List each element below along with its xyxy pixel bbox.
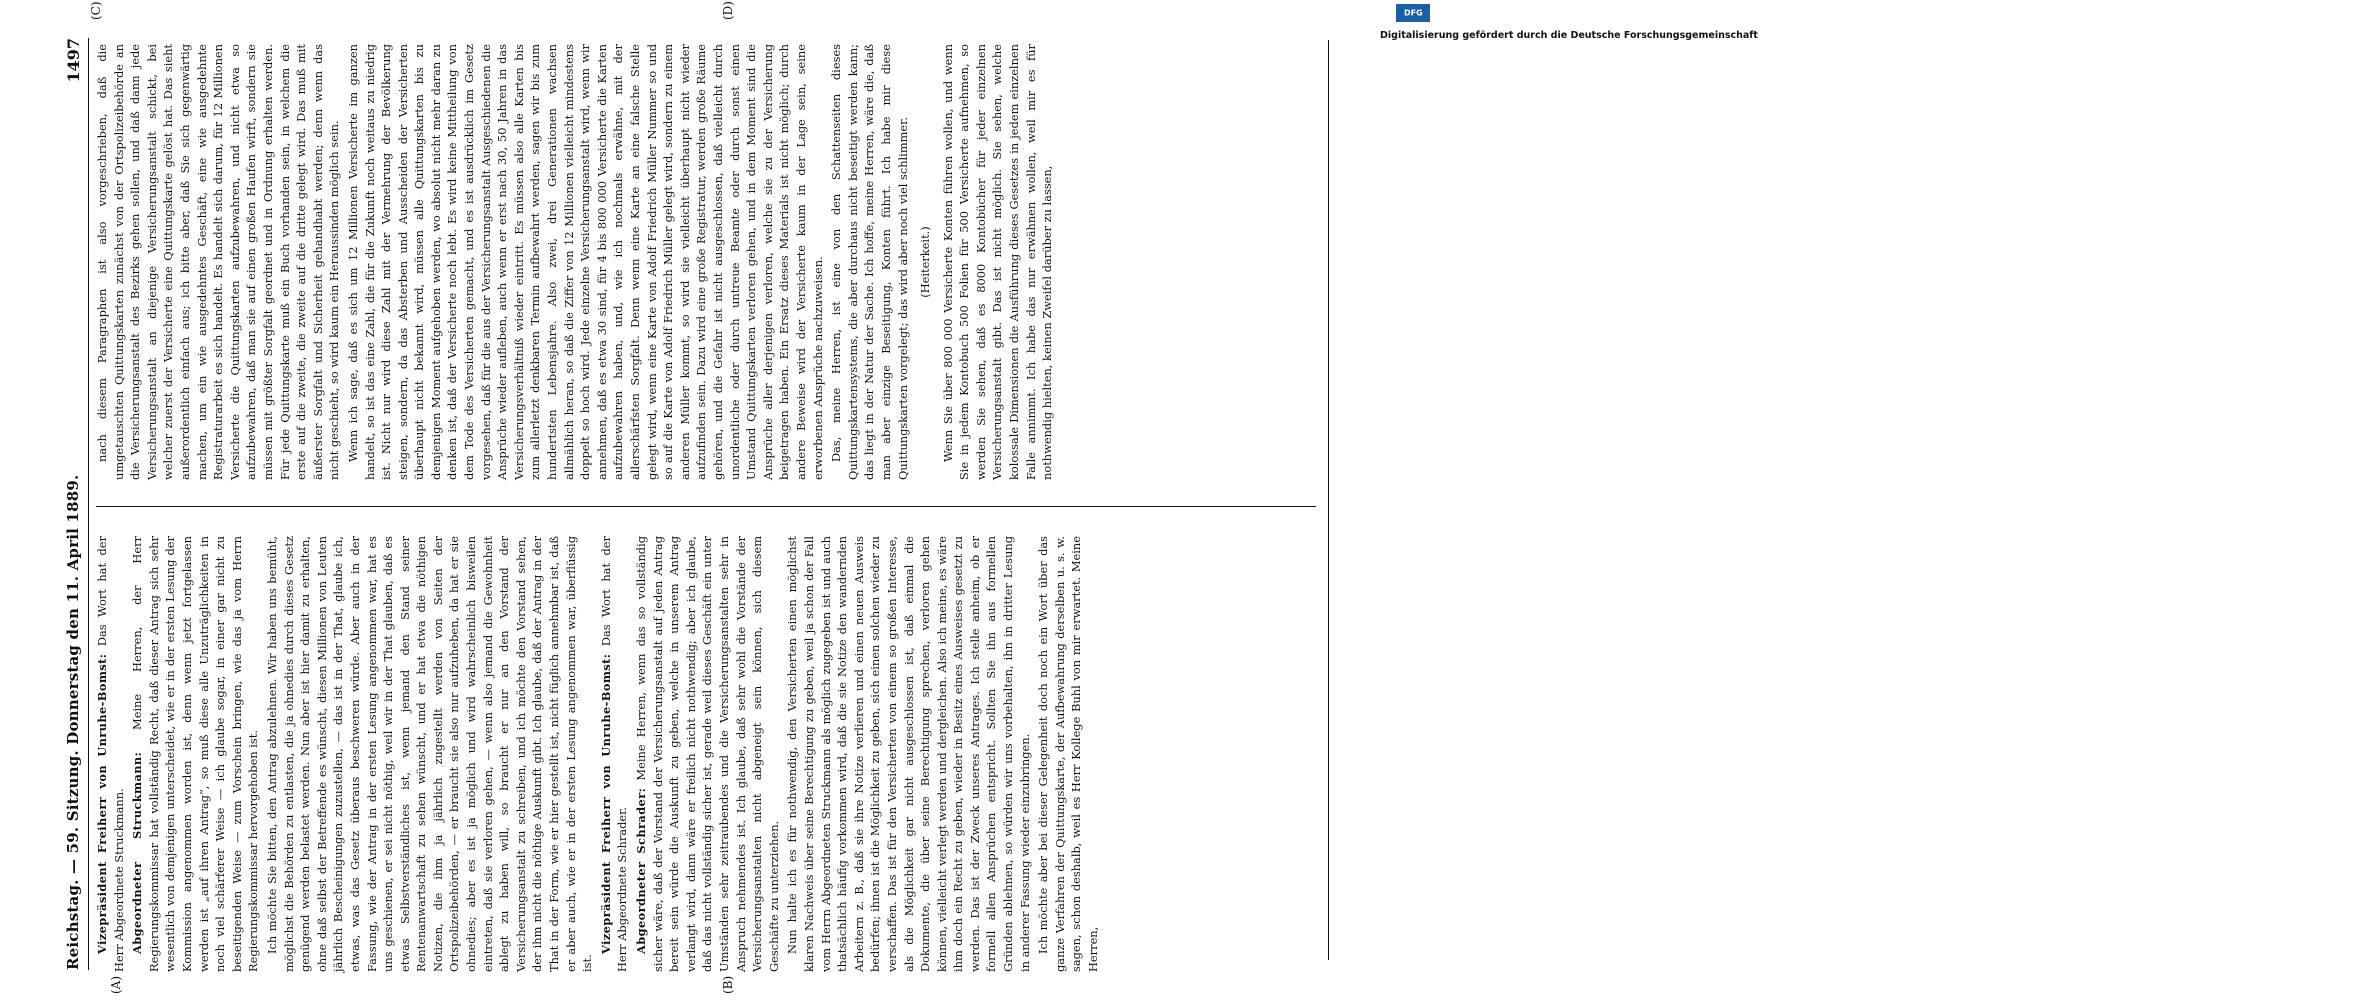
margin-marker-b: (B): [721, 975, 735, 994]
paragraph-text: Das, meine Herren, ist eine von den Schattenseiten dieses Quittungskartensystems, die aber durchaus nicht beseitigt werden kann; das liegt in der Natur der Sache. Ich hoffe, meine Herren, wäre die, daß man aber einzige Beseitigung, Konten führt. Ich habe mir diese Quittungskarten vorgelegt; das wird aber noch viel schlimmer.: [829, 44, 910, 480]
paragraph-text: Meine Herren, wenn das so vollständig sicher wäre, daß der Vorstand der Versicherungsanstalt auf jeden Antrag bereit sein würde die Auskunft zu geben, welche in unserem Antrag verlangt wird, dann wäre er freilich nicht nothwendig; aber ich glaube, daß das nicht vollständig sicher ist, gerade weil dieses Geschäft ein unter Umständen sehr zeitraubendes und die Versicherungsanstalten sehr in Anspruch nehmendes ist. Ich glaube, daß sehr wohl die Vorstände der Versicherungsanstalten nicht abgeneigt sein können, sich diesem Geschäfte zu unterziehen.: [634, 535, 781, 972]
running-header: [58, 38, 89, 970]
column-divider: [96, 506, 1316, 507]
paragraph: [94, 44, 343, 480]
paragraph-text: nach diesem Paragraphen ist also vorgeschrieben, daß die umgetauschten Quittungskarten zunächst von der Ortspolizeibehörde an die Versicherungsanstalt des Bezirks gehen sollen, und daß dann jede Versicherungsanstalt an diejenige Versicherungsanstalt schickt, bei welcher zuerst der Versicherte eine Quittungskarte gelöst hat. Das sieht außerordentlich einfach aus; ich bitte aber, daß Sie sich gegenwärtig machen, um ein wie ausgedehntes Geschäft, eine wie ausgedehnte Registraturarbeit es sich handelt. Es handelt sich darum, für 12 Millionen Versicherte die Quittungskarten aufzubewahren, und nicht etwa so aufzubewahren, daß man sie auf einen großen Haufen wirft, sondern sie müssen mit größter Sorgfalt geordnet und in Ordnung erhalten werden. Für jede Quittungskarte muß ein Buch vorhanden sein, in welchem die erste auf die zweite, die zweite auf die dritte gelegt wird. Das muß mit äußerster Sorgfalt und Sicherheit gehandhabt werden; denn wenn das nicht geschieht, so wird kaum ein Heraussinden möglich sein.: [95, 44, 342, 480]
paragraph-text: Wenn ich sage, daß es sich um 12 Millionen Versicherte im ganzen handelt, so ist das eine Zahl, die für die Zukunft noch weitaus zu niedrig ist. Nicht nur wird diese Zahl mit der Vermehrung der Bevölkerung steigen, sondern, da das Absterben und Ausscheiden der Versicherten überhaupt nicht bekannt wird, müssen alle Quittungskarten bis zu demjenigen Moment aufgehoben werden, wo absolut nicht mehr daran zu denken ist, daß der Versicherte noch lebt. Es wird keine Mittheilung von dem Tode des Versicherten gemacht, und es ist ausdrücklich im Gesetz vorgesehen, daß für die aus der Versicherungsanstalt Ausgeschiedenen die Ansprüche wieder aufleben, auch wenn er erst nach 30, 50 Jahren in das Versicherungsverhältniß wieder eintritt. Es müssen also alle Karten bis zum allerletzt denkbaren Termin aufbewahrt werden, sagen wir bis zum hundertsten Lebensjahre. Also zwei, drei Generationen wachsen allmählich heran, so daß die Ziffer von 12 Millionen vielleicht mindestens doppelt so hoch wird. Jede einzelne Versicherungsanstalt wird, wenn wir annehmen, daß es etwa 30 sind, für 4 bis 800 000 Versicherte die Karten aufzubewahren haben, und, wie ich nochmals erwähne, mit der allerschärfsten Sorgfalt. Denn wenn eine Karte an eine falsche Stelle gelegt wird, wenn eine Karte von Adolf Friedrich Müller Nummer so und so auf die Karte von Adolf Friedrich Müller gelegt wird, sondern zu einem anderen Müller kommt, so wird sie vielleicht überhaupt nicht wieder aufzufinden sein. Dazu wird eine große Registratur, werden große Räume gehören, und die Gefahr ist nicht ausgeschlossen, daß vielleicht durch unordentliche oder durch untreue Beamte oder durch sonst einen Umstand Quittungskarten verloren gehen, und in dem Moment sind die Ansprüche aller derjenigen verloren, welche sie zu der Versicherung beigetragen haben. Ein Ersatz dieses Materials ist nicht möglich; durch andere Beweise wird der Versicherte kaum in der Lage sein, seine erworbenen Ansprüche nachzuweisen.: [345, 44, 825, 480]
paragraph: [345, 44, 826, 480]
bottom-rule: [1328, 40, 1329, 960]
paragraph: [264, 536, 596, 972]
paragraph-text: (Heiterkeit.): [918, 226, 933, 298]
paragraph: [94, 536, 127, 972]
paragraph-text: Ich möchte Sie bitten, den Antrag abzulehnen. Wir haben uns bemüht, möglichst die Behörden zu entlasten, die ja ohnedies durch dieses Gesetz genügend werden belastet werden. Nun aber ist hier damit zu erhalten, ohne daß selbst der Betreffende es wünscht, diesen Millionen von Leuten jährlich Bescheinigungen zuzustellen, — das ist in der That, glaube ich, etwas, was das Gesetz überaus beschweren würde. Aber auch in der Fassung, wie der Antrag in der ersten Lesung angenommen war, hat es uns geschienen, er sei nicht nöthig, weil wir in der That glauben, daß es etwas Selbstverständliches ist, wenn jemand den Stand seiner Rentenanwartschaft zu sehen wünscht, und er hat etwa die nöthigen Notizen, die ihm ja jährlich zugestellt werden von Seiten der Ortspolizeibehörden, — er braucht sie also nur aufzuheben, da hat er sie ohnedies; aber es ist ja möglich und wird wahrscheinlich bisweilen eintreten, daß sie verloren gehen, — wenn also jemand die Gewohnheit ablegt zu haben will, so braucht er nur an den Vorstand der Versicherungsanstalt zu schreiben, und ich möchte den Vorstand sehen, der ihm nicht die nöthige Auskunft gibt. Ich glaube, daß der Antrag in der That in der Form, wie er hier gestellt ist, nicht füglich annehmbar ist, daß er aber auch, wie er in der ersten Lesung angenommen war, überflüssig ist.: [264, 536, 595, 972]
paragraph: [129, 536, 262, 972]
paragraph-text: Nun halte ich es für nothwendig, den Versicherten einen möglichst klaren Nachweis über seine Berechtigung zu geben, weil ja schon der Fall vom Herrn Abgeordneten Struckmann als möglich zugegeben ist und auch thatsächlich häufig vorkommen wird, daß die sie Notize den wandernden Arbeitern z. B., daß sie ihre Notize verlieren und einen neuen Ausweis bedürfen; ihnen ist die Möglichkeit zu geben, sich einen solchen wieder zu verschaffen. Das ist für den Versicherten von einem so großen Interesse, als die Möglichkeit gar nicht ausgeschlossen ist, daß einmal die Dokumente, die über seine Berechtigung sprechen, verloren gehen können, vielleicht verlegt werden und dergleichen. Also ich meine, es wäre ihm doch ein Recht zu geben, wieder in Besitz eines Ausweises gesetzt zu werden. Das ist der Zweck unseres Antrages. Ich stelle anheim, ob er formell allen Ansprüchen entspricht. Sollten Sie ihn aus formellen Gründen ablehnen, so würden wir uns vorbehalten, ihn in dritter Lesung in anderer Fassung wieder einzubringen.: [785, 536, 1032, 972]
speaker-name: Abgeordneter Schrader:: [634, 787, 648, 954]
paragraph-text: Wenn Sie über 800 000 Versicherte Konten führen wollen, und wenn Sie in jedem Kontobuch 500 Folien für 500 Versicherte aufnehmen, so werden Sie sehen, daß es 8000 Kontobücher für jeder einzelnen Versicherungsanstalt gibt. Das ist nicht möglich. Sie sehen, welche kolossale Dimensionen die Ausführung dieses Gesetzes in jedem einzelnen Falle annimmt. Ich habe das nur erwähnen wollen, weil mir es für nothwendig hielten, keinen Zweifel darüber zu lassen,: [940, 44, 1055, 480]
speaker-name: Vizepräsident Freiherr von Unruhe-Bomst:: [598, 653, 613, 954]
paragraph-text: Ich möchte aber bei dieser Gelegenheit doch noch ein Wort über das ganze Verfahren der Quittungskarte, der Aufbewahrung derselben u. s. w. sagen, schon deshalb, weil es Herr Kollege Buhl von mir erwartet. Meine Herren,: [1036, 536, 1101, 972]
left-text-column: [94, 536, 1319, 972]
running-head-title: Reichstag. — 59. Sitzung. Donnerstag den 11. April 1889.: [64, 474, 82, 970]
dfg-logo: DFG: [1396, 4, 1430, 22]
digitization-credit: Digitalisierung gefördert durch die Deutsche Forschungsgemeinschaft: [1380, 30, 1758, 41]
paragraph: [1035, 536, 1101, 972]
paragraph: [633, 536, 782, 972]
speaker-name: Abgeordneter Struckmann:: [130, 751, 145, 954]
paragraph: [784, 536, 1033, 972]
margin-marker-d: (D): [721, 1, 735, 20]
paragraph-text: Das Wort hat der Herr Abgeordnete Schrader.: [598, 536, 630, 972]
speaker-name: Vizepräsident Freiherr von Unruhe-Bomst:: [95, 653, 109, 954]
page-number: 1497: [63, 38, 83, 83]
paragraph-text: Das Wort hat der Herr Abgeordnete Struckmann.: [95, 536, 126, 972]
right-text-column: [94, 44, 1319, 480]
paragraph: [917, 44, 934, 480]
paragraph: [828, 44, 911, 480]
paragraph-text: Meine Herren, der Herr Regierungskommissar hat vollständig Recht, daß dieser Antrag sich sehr wesentlich von demjenigen unterscheidet, wie er in der ersten Lesung der Kommission angenommen worden ist, denn wenn jetzt fortgelassen werden ist „auf ihren Antrag“, so muß diese alle Unzuträglichkeiten in noch viel schärferer Weise — ich glaube sogar, in einer gar nicht zu beseitigenden Weise — zum Vorschein bringen, wie das ja vom Herrn Regierungskommissar hervorgehoben ist.: [130, 536, 261, 972]
paragraph: [598, 536, 631, 972]
margin-marker-c: (C): [89, 1, 103, 20]
margin-marker-a: (A): [109, 975, 123, 994]
paragraph: [940, 44, 1056, 480]
